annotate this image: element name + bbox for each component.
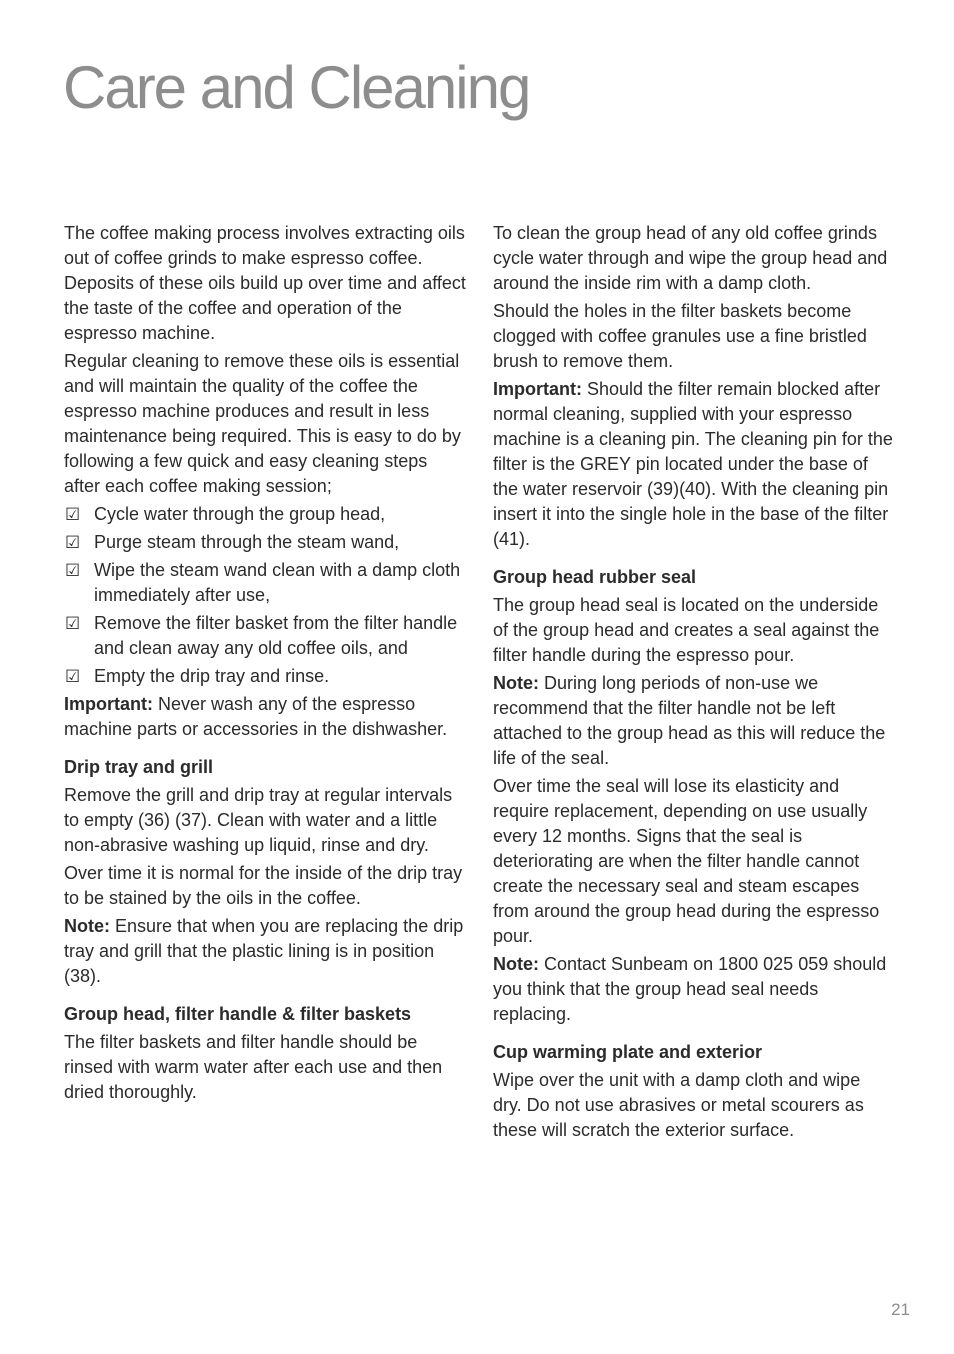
group-head-paragraph: The filter baskets and filter handle should be rinsed with warm water after each use and then dried thoroughly.: [64, 1032, 443, 1102]
important-text: Should the filter remain blocked after normal cleaning, supplied with your espresso machine is a cleaning pin. The cleaning pin for the filter is the GREY pin located under the base of the water reservoir (39)(40). With the cleaning pin insert it into the single hole in the base of the filter (41).: [493, 379, 893, 549]
intro-paragraph: Regular cleaning to remove these oils is essential and will maintain the quality of the coffee the espresso machine produces and result in less maintenance being required. This is easy to do by following a few quick and easy cleaning steps after each coffee making session;: [64, 351, 461, 496]
checklist-item-text: Wipe the steam wand clean with a damp cloth immediately after use,: [94, 560, 461, 605]
rubber-seal-note: [493, 952, 893, 1027]
group-head-paragraph: To clean the group head of any old coffee grinds cycle water through and wipe the group head and around the inside rim with a damp cloth.: [493, 223, 888, 293]
left-column: [64, 221, 466, 1108]
checkbox-icon: ☑: [65, 614, 81, 633]
right-column: [493, 221, 893, 1146]
checklist-item-text: Cycle water through the group head,: [94, 504, 386, 524]
checkbox-icon: ☑: [65, 505, 81, 524]
checklist-item-text: Remove the filter basket from the filter handle and clean away any old coffee oils, and: [94, 613, 458, 658]
section-heading-cup-warming: Cup warming plate and exterior: [493, 1042, 763, 1062]
important-note: [493, 377, 893, 552]
filter-basket-paragraph: Should the holes in the filter baskets become clogged with coffee granules use a fine bristled brush to remove them.: [493, 301, 867, 371]
important-note: [64, 692, 466, 742]
note-label: Note:: [493, 954, 539, 974]
drip-tray-paragraph: Over time it is normal for the inside of the drip tray to be stained by the oils in the coffee.: [64, 863, 463, 908]
note-text: During long periods of non-use we recommend that the filter handle not be left attached to the group head as this will reduce the life of the seal.: [493, 673, 886, 768]
cleaning-checklist: [64, 502, 466, 689]
important-text: Never wash any of the espresso machine parts or accessories in the dishwasher.: [64, 694, 448, 739]
checklist-item: [64, 558, 466, 608]
section-heading-group-head: Group head, filter handle & filter baskets: [64, 1004, 412, 1024]
section-heading-drip-tray: Drip tray and grill: [64, 757, 214, 777]
checkbox-icon: ☑: [65, 667, 81, 686]
page-title: Care and Cleaning: [63, 54, 530, 121]
checklist-item-text: Purge steam through the steam wand,: [94, 532, 400, 552]
note-text: Ensure that when you are replacing the drip tray and grill that the plastic lining is in position (38).: [64, 916, 464, 986]
page-number: 21: [891, 1300, 910, 1319]
checklist-item: [64, 664, 466, 689]
checklist-item: [64, 530, 466, 555]
note-label: Note:: [64, 916, 110, 936]
rubber-seal-note: [493, 671, 893, 771]
drip-tray-note: [64, 914, 466, 989]
important-label: Important:: [64, 694, 153, 714]
note-label: Note:: [493, 673, 539, 693]
checklist-item: [64, 502, 466, 527]
rubber-seal-paragraph: Over time the seal will lose its elasticity and require replacement, depending on use usually every 12 months. Signs that the seal is deteriorating are when the filter handle cannot create the necessary seal and steam escapes from around the group head during the espresso pour.: [493, 776, 880, 946]
checkbox-icon: ☑: [65, 533, 81, 552]
note-text: Contact Sunbeam on 1800 025 059 should you think that the group head seal needs replacing.: [493, 954, 887, 1024]
checkbox-icon: ☑: [65, 561, 81, 580]
important-label: Important:: [493, 379, 582, 399]
checklist-item-text: Empty the drip tray and rinse.: [94, 666, 330, 686]
intro-paragraph: The coffee making process involves extracting oils out of coffee grinds to make espresso coffee. Deposits of these oils build up over time and affect the taste of the coffee and operation of the espresso machine.: [64, 223, 466, 343]
rubber-seal-paragraph: The group head seal is located on the underside of the group head and creates a seal against the filter handle during the espresso pour.: [493, 595, 880, 665]
checklist-item: [64, 611, 466, 661]
drip-tray-paragraph: Remove the grill and drip tray at regular intervals to empty (36) (37). Clean with water and a little non-abrasive washing up liquid, rinse and dry.: [64, 785, 453, 855]
section-heading-rubber-seal: Group head rubber seal: [493, 567, 697, 587]
cup-warming-paragraph: Wipe over the unit with a damp cloth and wipe dry. Do not use abrasives or metal scourers as these will scratch the exterior surface.: [493, 1070, 864, 1140]
